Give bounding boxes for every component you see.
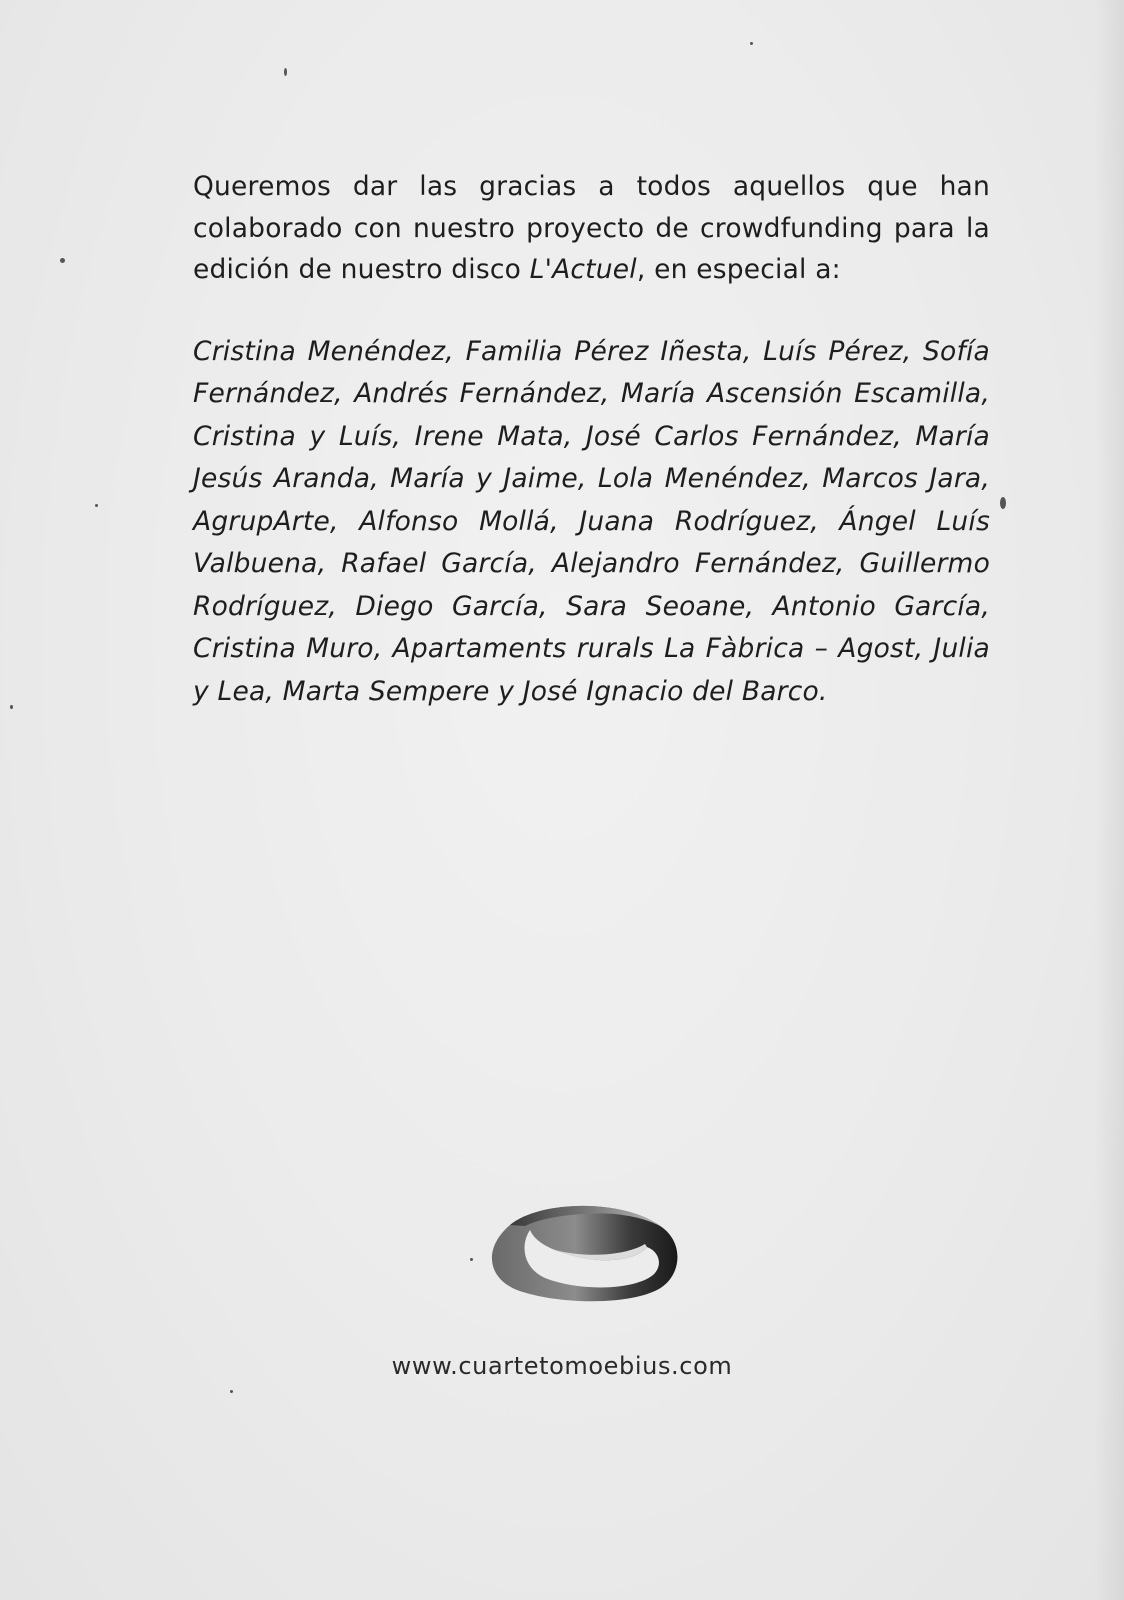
acknowledgements <box>193 166 990 713</box>
paper-speck <box>1000 497 1006 509</box>
paper-speck <box>230 1390 233 1393</box>
acknowledgement-intro <box>193 166 990 291</box>
album-title: L'Actuel <box>529 254 637 285</box>
paper-speck <box>10 705 13 709</box>
paper-speck <box>60 258 65 263</box>
paper-speck <box>284 68 287 76</box>
intro-text-end: , en especial a: <box>636 254 841 285</box>
paper-speck <box>750 42 753 45</box>
paper-speck <box>95 504 98 507</box>
backer-names: Cristina Menéndez, Familia Pérez Iñesta, Luís Pérez, Sofía Fernández, Andrés Fernández, María Ascensión Escamilla, Cristina y Luís, Irene Mata, José Carlos Fernández, María Jesús Aranda, María y Jaime, Lola Menéndez, Marcos Jara, AgrupArte, Alfonso Mollá, Juana Rodríguez, Ángel Luís Valbuena, Rafael García, Alejandro Fernández, Guillermo Rodríguez, Diego García, Sara Seoane, Antonio García, Cristina Muro, Apartaments rurals La Fàbrica – Agost, Julia y Lea, Marta Sempere y José Ignacio del Barco. <box>193 335 990 707</box>
moebius-strip-icon <box>485 1200 685 1305</box>
intro-text: Queremos dar las gracias a todos aquellos que han colaborado con nuestro proyecto de crowdfunding para la edición de nuestro disco <box>193 171 990 285</box>
website-url: www.cuartetomoebius.com <box>391 1352 733 1380</box>
paper-speck <box>470 1258 473 1261</box>
